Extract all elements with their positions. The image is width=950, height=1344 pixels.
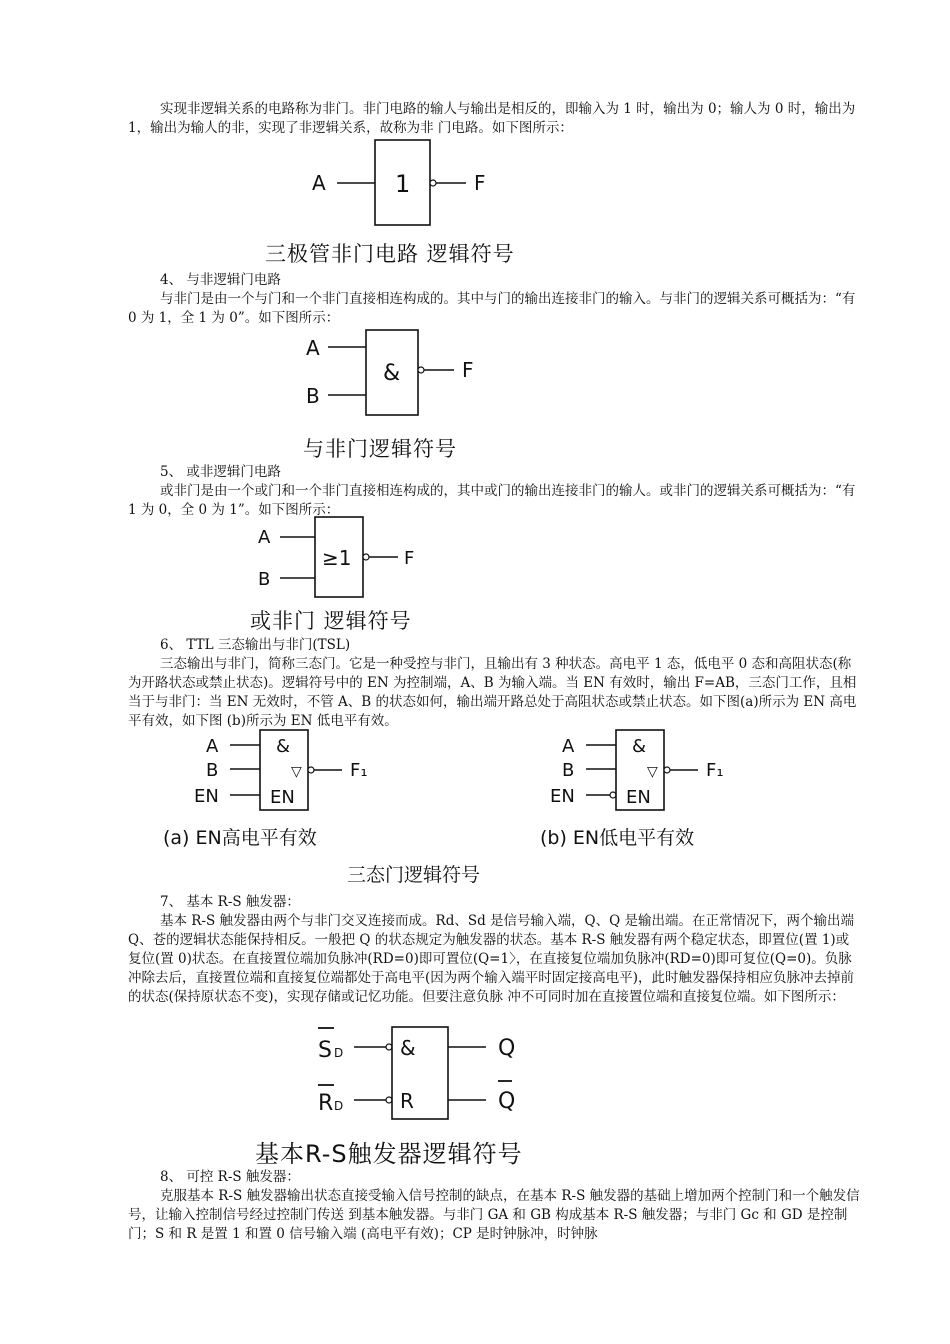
rs-top-symbol: & — [400, 1036, 416, 1060]
section5-heading: 5、 或非逻辑门电路 — [160, 464, 281, 480]
nand-input-b-label: B — [306, 384, 320, 408]
rs-bottom-symbol: R — [400, 1089, 414, 1113]
tristate-gate-b-diagram — [546, 728, 746, 813]
tsb-en-bubble — [610, 792, 616, 798]
tristate-gate-a-diagram — [190, 728, 390, 813]
tsb-input-b-label: B — [562, 760, 575, 781]
tsa-triangle-icon: ▽ — [291, 764, 302, 780]
not-gate-output-label: F — [474, 171, 486, 195]
section7-heading: 7、 基本 R-S 触发器： — [160, 894, 300, 910]
nand-output-label: F — [462, 358, 474, 382]
nor-input-b-label: B — [258, 569, 271, 590]
rs-flipflop-diagram — [310, 1025, 540, 1125]
rs-output-qbar-label: Q — [498, 1089, 516, 1114]
nand-gate-bubble — [418, 367, 424, 373]
rs-r-bubble — [386, 1097, 392, 1103]
tsa-output-label: F₁ — [350, 760, 368, 781]
not-gate-input-label: A — [312, 171, 326, 195]
tsa-input-en-label: EN — [194, 786, 219, 807]
tristate-gate-a-caption: (a) EN高电平有效 — [163, 827, 317, 849]
rs-input-r-label: R — [318, 1091, 334, 1116]
tsa-input-b-label: B — [206, 760, 219, 781]
nor-gate-symbol: ≥1 — [322, 546, 352, 570]
nand-input-a-label: A — [306, 336, 320, 360]
nor-gate-bubble — [363, 554, 369, 560]
nand-gate-symbol: & — [383, 361, 401, 386]
tsb-input-en-label: EN — [550, 786, 575, 807]
not-gate-symbol: 1 — [395, 170, 411, 198]
nand-gate-diagram — [300, 325, 500, 420]
section4-paragraph: 与非门是由一个与门和一个非门直接相连构成的。其中与门的输出连接非门的输入。与非门的逻辑关系可概括为：“有 0 为 1，全 1 为 0”。如下图所示： — [128, 291, 856, 326]
tsb-output-label: F₁ — [706, 760, 724, 781]
nor-gate-diagram — [250, 515, 450, 600]
tsb-en-inside-label: EN — [626, 787, 651, 808]
intro-paragraph: 实现非逻辑关系的电路称为非门。非门电路的输人与输出是相反的，即输入为 1 时，输出为 0；输人为 0 时，输出为 1，输出为输人的非，实现了非逻辑关系，故称为非 门电路。如下图所示： — [128, 101, 856, 136]
tsb-triangle-icon: ▽ — [647, 764, 658, 780]
section8-heading: 8、 可控 R-S 触发器： — [160, 1169, 300, 1185]
tsb-gate-symbol: & — [632, 736, 647, 757]
tsa-en-inside-label: EN — [270, 787, 295, 808]
nor-gate-caption: 或非门 逻辑符号 — [250, 609, 412, 633]
rs-input-r-sub: D — [334, 1099, 344, 1113]
tsb-input-a-label: A — [562, 736, 575, 757]
section4-heading: 4、 与非逻辑门电路 — [160, 272, 281, 288]
tsa-input-a-label: A — [206, 736, 219, 757]
tsb-output-bubble — [664, 767, 670, 773]
section8-paragraph: 克服基本 R-S 触发器输出状态直接受输入信号控制的缺点，在基本 R-S 触发器的基础上增加两个控制门和一个触发信号，让输入控制信号经过控制门传送 到基本触发器。与非门 GA 和 GB 构成基本 R-S 触发器；与非门 Gc 和 GD 是控制门；S 和 R 是置 1 和置 0 信号输入端 (高电平有效)；CP 是时钟脉冲，时钟脉 — [128, 1188, 860, 1242]
section7-paragraph: 基本 R-S 触发器由两个与非门交叉连接而成。Rd、Sd 是信号输入端，Q、Q 是输出端。在正常情况下，两个输出端 Q、苍的逻辑状态能保持相反。一般把 Q 的状态规定为触发器的状态。基本 R-S 触发器有两个稳定状态，即置位(置 1)或复位(置 0)状态。在直接置位端加负脉冲(RD=0)即可置位(Q=1〉，在直接复位端加负脉冲(RD=0)即可复位(Q=0)。负脉冲除去后，直接置位端和直接复位端都处于高电平(因为两个输入端平时固定接高电平)，此时触发器保持相应负脉冲去掉前的状态(保持原状态不变)，实现存储或记忆功能。但要注意负脉 冲不可同时加在直接置位端和直接复位端。如下图所示： — [128, 913, 855, 1005]
rs-flipflop-caption: 基本R-S触发器逻辑符号 — [255, 1140, 523, 1168]
rs-input-s-sub: D — [334, 1046, 344, 1060]
not-gate-diagram — [300, 135, 520, 230]
section6-heading: 6、 TTL 三态输出与非门(TSL) — [160, 637, 351, 653]
rs-input-s-label: S — [318, 1038, 332, 1063]
nor-output-label: F — [404, 548, 415, 569]
tsa-gate-symbol: & — [276, 736, 291, 757]
rs-output-q-label: Q — [498, 1036, 516, 1061]
nor-input-a-label: A — [258, 527, 271, 548]
rs-s-bubble — [386, 1044, 392, 1050]
not-gate-bubble — [430, 180, 436, 186]
tristate-gate-caption: 三态门逻辑符号 — [347, 864, 481, 886]
tristate-gate-b-caption: (b) EN低电平有效 — [540, 827, 695, 849]
tsa-output-bubble — [308, 767, 314, 773]
not-gate-caption: 三极管非门电路 逻辑符号 — [265, 242, 515, 266]
nand-gate-caption: 与非门逻辑符号 — [303, 437, 457, 461]
section6-paragraph: 三态输出与非门，简称三态门。它是一种受控与非门，且输出有 3 种状态。高电平 1 态，低电平 0 态和高阻状态(称为开路状态或禁止状态)。逻辑符号中的 EN 为控制端，A、B 为输入端。当 EN 有效时，输出 F=AB，三态门工作，且相当于与非门：当 EN 无效时，不管 A、B 的状态如何，输出端开路总处于高阻状态或禁止状态。如下图(a)所示为 EN 高电平有效，如下图 (b)所示为 EN 低电平有效。 — [128, 656, 857, 729]
section5-paragraph: 或非门是由一个或门和一个非门直接相连构成的，其中或门的输出连接非门的输人。或非门的逻辑关系可概括为：“有 1 为 0，全 0 为 1”。如下图所示： — [128, 483, 856, 518]
